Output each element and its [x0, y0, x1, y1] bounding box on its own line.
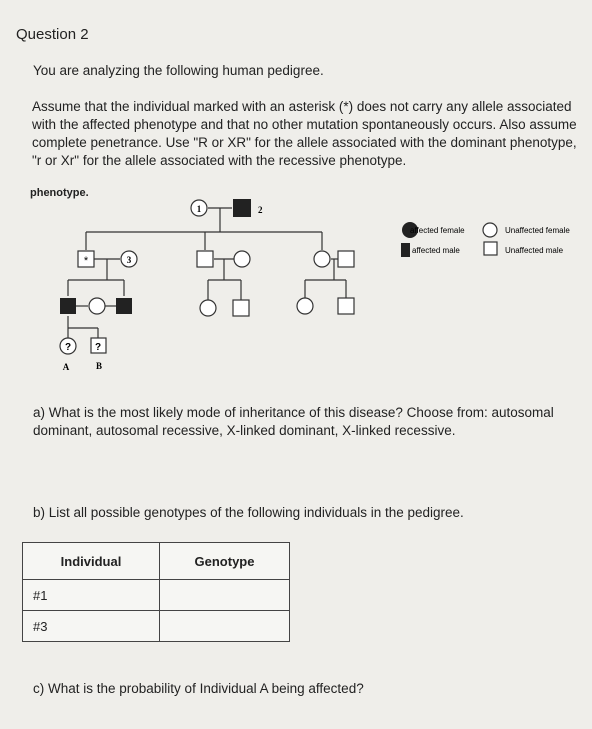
- individual-1-label: 1: [196, 204, 202, 214]
- table-row: [23, 611, 290, 642]
- gen3-unaffected-female-3: [297, 298, 313, 314]
- question-c: c) What is the probability of Individual A being affected?: [33, 681, 364, 696]
- legend-unaffected-male-symbol: [484, 242, 497, 255]
- phenotype-label: phenotype.: [30, 187, 89, 199]
- individual-2-label: 2: [258, 205, 263, 215]
- individual-A-label: A: [62, 362, 70, 372]
- gen3-unaffected-female-2: [200, 300, 216, 316]
- question-title: Question 2: [16, 26, 89, 43]
- asterisk-mark: *: [83, 255, 89, 267]
- gen3-unaffected-male-3: [338, 298, 354, 314]
- gen3-affected-male-right: [116, 298, 132, 314]
- gen3-affected-male-left: [60, 298, 76, 314]
- question-b: b) List all possible genotypes of the following individuals in the pedigree.: [33, 505, 464, 520]
- header-genotype: Genotype: [160, 543, 290, 580]
- gen3-unaffected-female: [89, 298, 105, 314]
- gen2-unaffected-female-spouse: [234, 251, 250, 267]
- pedigree-legend: [401, 222, 570, 257]
- intro-text: You are analyzing the following human pedigree.: [33, 63, 324, 78]
- gen3-unaffected-male-2: [233, 300, 249, 316]
- header-individual: Individual: [23, 543, 160, 580]
- row-individual-1: #1: [23, 580, 160, 611]
- gen2-unaffected-male: [197, 251, 213, 267]
- genotype-table: [22, 542, 290, 642]
- legend-unaffected-female-symbol: [483, 223, 497, 237]
- legend-affected-male: affected male: [412, 246, 460, 255]
- individual-2-affected-male: [233, 199, 251, 217]
- row-individual-3: #3: [23, 611, 160, 642]
- gen2-unaffected-male-spouse: [338, 251, 354, 267]
- legend-affected-male-symbol: [401, 243, 410, 257]
- legend-unaffected-male: Unaffected male: [505, 246, 564, 255]
- legend-unaffected-female: Unaffected female: [505, 226, 570, 235]
- table-header-row: [23, 543, 290, 580]
- individual-A-question-mark: ?: [64, 342, 72, 353]
- assumptions-text: Assume that the individual marked with an asterisk (*) does not carry any allele associated with the affected phenotype and that no other mutation spontaneously occurs. Also assume complete penetrance. Use "R or XR" for the allele associated with the dominant phenotype, "r or Xr" for the allele associated with the recessive phenotype.: [32, 99, 577, 168]
- individual-B-question-mark: ?: [94, 342, 102, 353]
- table-row: [23, 580, 290, 611]
- individual-B-label: B: [95, 361, 103, 371]
- genotype-answer-cell-3[interactable]: [160, 611, 290, 642]
- individual-3-label: 3: [126, 255, 132, 265]
- gen2-unaffected-female: [314, 251, 330, 267]
- legend-affected-female: affected female: [410, 226, 465, 235]
- genotype-answer-cell-1[interactable]: [160, 580, 290, 611]
- question-a: a) What is the most likely mode of inheritance of this disease? Choose from: autosomal dominant, autosomal recessive, X-linked dominant, X-linked recessive.: [33, 405, 554, 438]
